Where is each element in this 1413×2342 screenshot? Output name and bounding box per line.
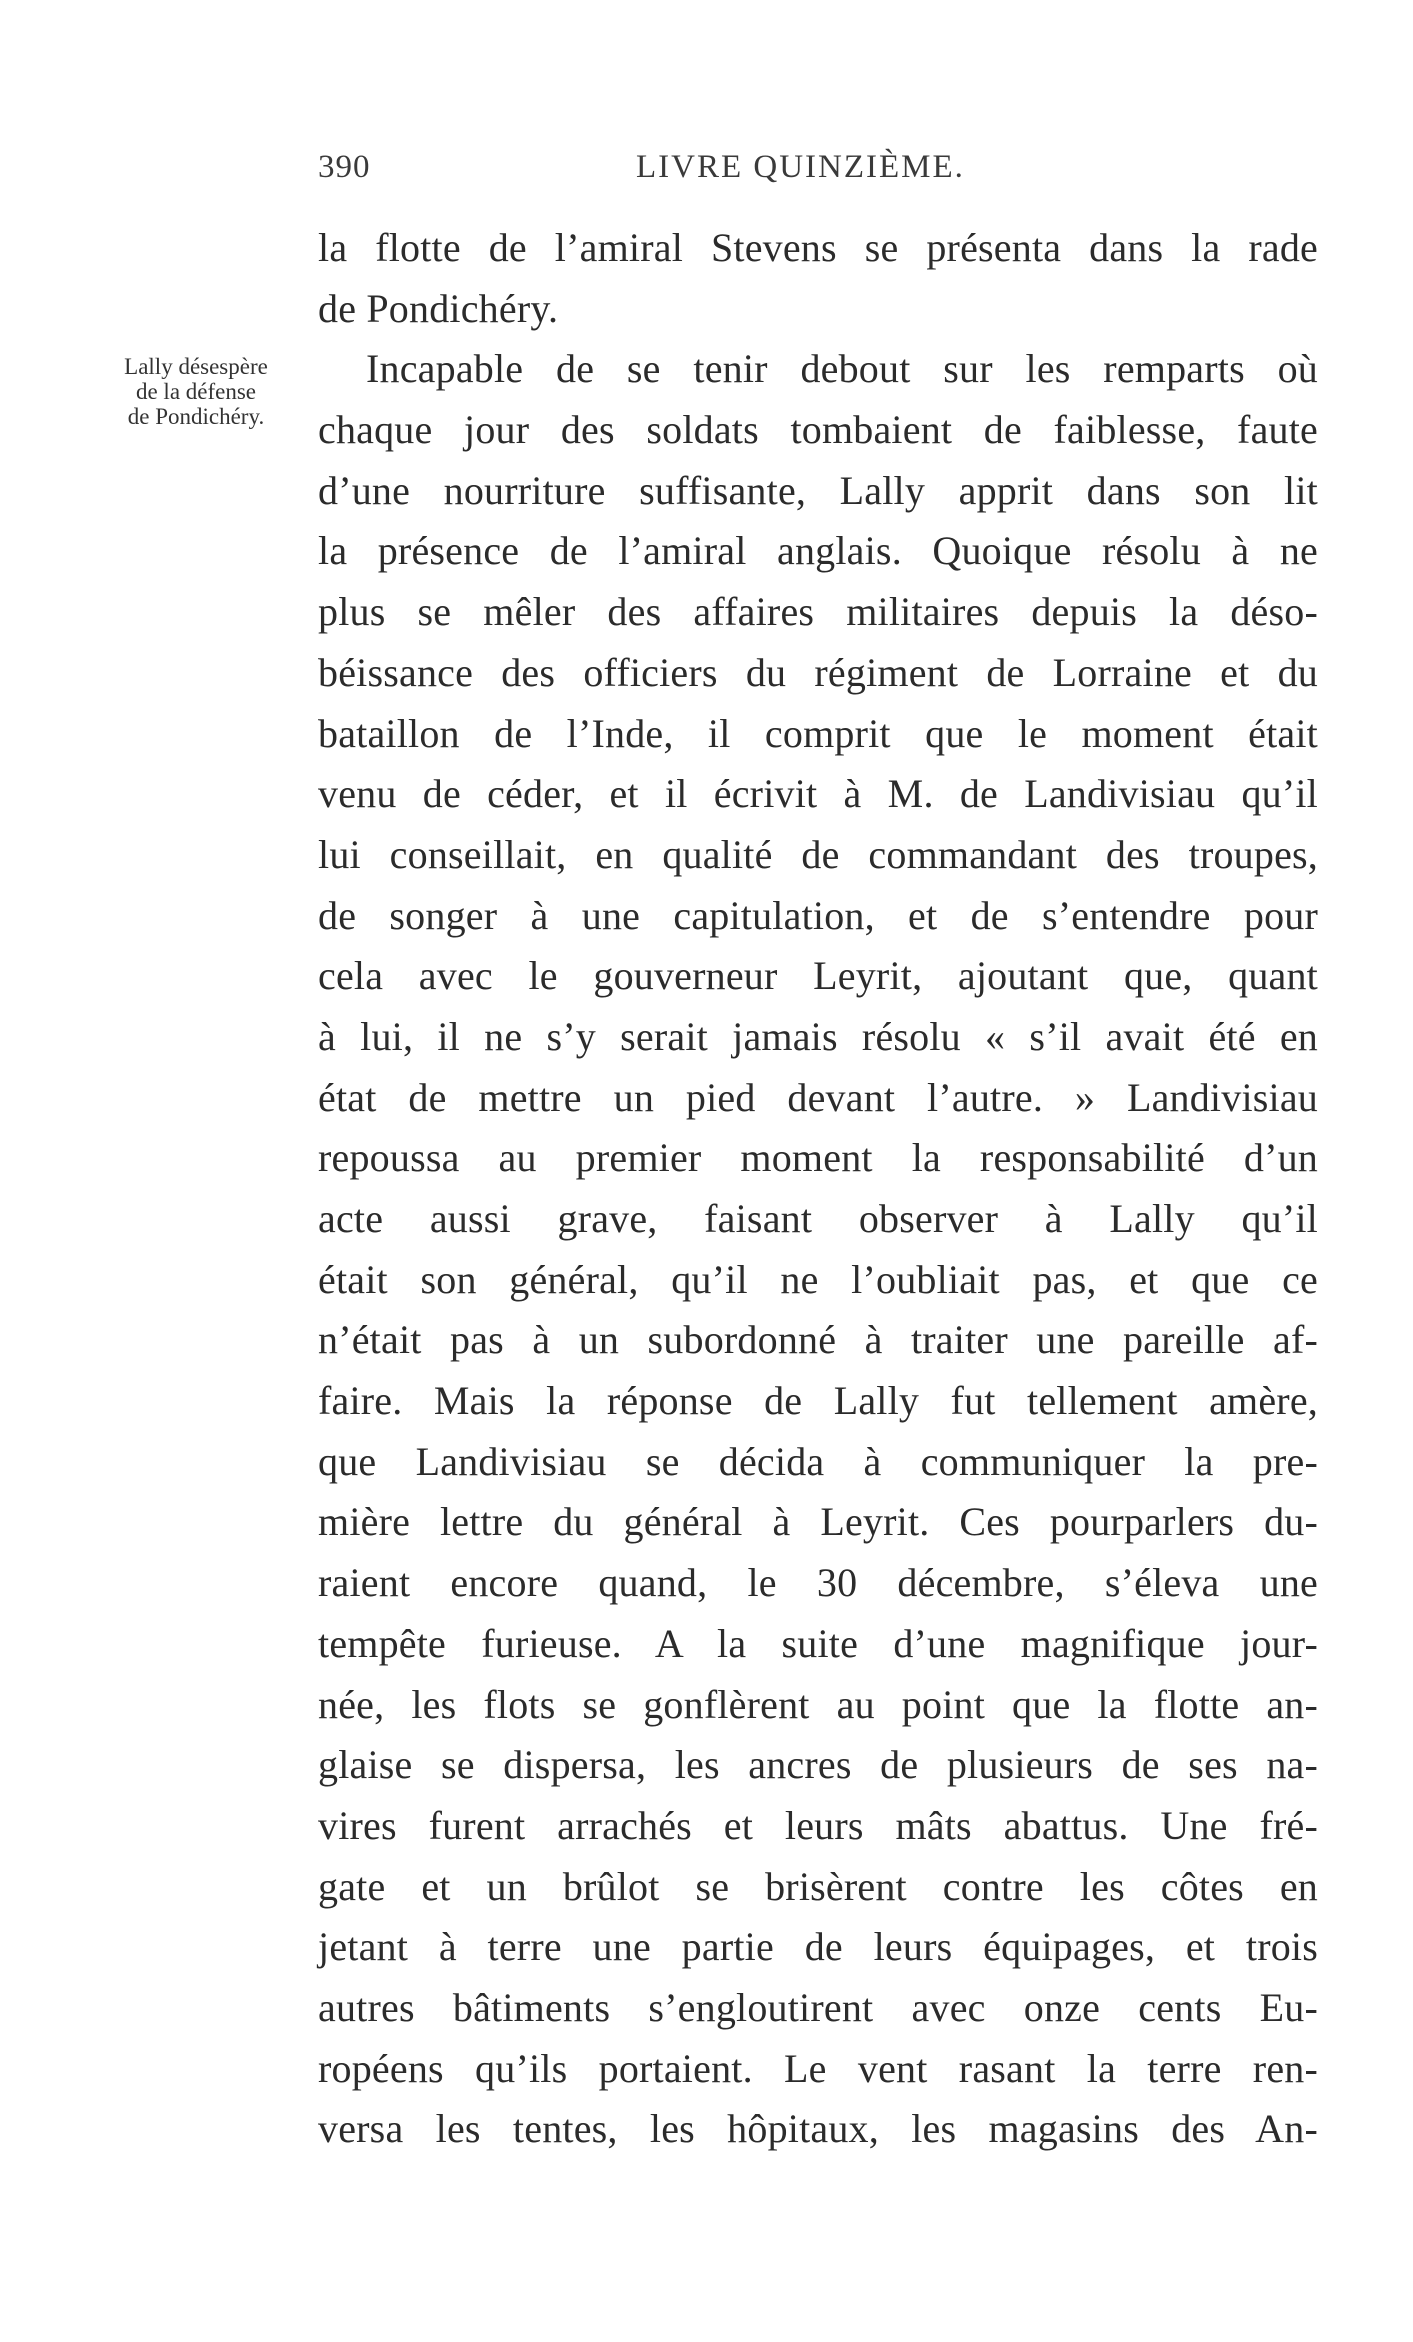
text-line: autres bâtiments s’engloutirent avec onze cents Eu-: [318, 1984, 1318, 2030]
text-line: chaque jour des soldats tombaient de faiblesse, faute: [318, 407, 1318, 453]
text-line: plus se mêler des affaires militaires depuis la déso-: [318, 589, 1318, 635]
text-line: faire. Mais la réponse de Lally fut tellement amère,: [318, 1378, 1318, 1424]
text-line: versa les tentes, les hôpitaux, les magasins des An-: [318, 2106, 1318, 2152]
text-line: d’une nourriture suffisante, Lally apprit dans son lit: [318, 467, 1318, 513]
margin-note-line: de la défense: [135, 379, 257, 404]
text-line: ropéens qu’ils portaient. Le vent rasant la terre ren-: [318, 2045, 1318, 2091]
text-line: cela avec le gouverneur Leyrit, ajoutant que, quant: [318, 953, 1318, 999]
text-line: de Pondichéry.: [318, 285, 559, 331]
text-line: raient encore quand, le 30 décembre, s’éleva une: [318, 1560, 1318, 1606]
text-line: la flotte de l’amiral Stevens se présenta dans la rade: [318, 225, 1318, 270]
text-line: gate et un brûlot se brisèrent contre les côtes en: [318, 1863, 1318, 1909]
text-line: à lui, il ne s’y serait jamais résolu « s’il avait été en: [318, 1013, 1318, 1059]
text-line: acte aussi grave, faisant observer à Lally qu’il: [318, 1196, 1318, 1241]
text-line: bataillon de l’Inde, il comprit que le moment était: [318, 710, 1318, 756]
text-line: repoussa au premier moment la responsabilité d’un: [318, 1135, 1318, 1181]
text-line: glaise se dispersa, les ancres de plusieurs de ses na-: [318, 1742, 1318, 1788]
text-line: Incapable de se tenir debout sur les remparts où: [366, 346, 1318, 392]
page-number: 390: [318, 149, 371, 185]
running-title: LIVRE QUINZIÈME.: [636, 149, 965, 185]
text-line: née, les flots se gonflèrent au point que la flotte an-: [318, 1681, 1318, 1727]
text-line: mière lettre du général à Leyrit. Ces pourparlers du-: [318, 1499, 1318, 1545]
text-line: tempête furieuse. A la suite d’une magnifique jour-: [318, 1620, 1318, 1666]
text-line: état de mettre un pied devant l’autre. » Landivisiau: [318, 1074, 1318, 1120]
body-text: [318, 218, 1318, 2160]
margin-note-line: Lally désespère: [124, 354, 268, 379]
text-line: venu de céder, et il écrivit à M. de Landivisiau qu’il: [318, 771, 1318, 817]
text-line: lui conseillait, en qualité de commandant des troupes,: [318, 831, 1318, 877]
text-line: la présence de l’amiral anglais. Quoique résolu à ne: [318, 528, 1318, 574]
running-head: [318, 144, 1318, 190]
text-line: de songer à une capitulation, et de s’entendre pour: [318, 892, 1318, 938]
text-line: jetant à terre une partie de leurs équipages, et trois: [318, 1924, 1318, 1970]
margin-note-line: de Pondichéry.: [127, 404, 265, 429]
text-line: était son général, qu’il ne l’oubliait pas, et que ce: [318, 1256, 1318, 1302]
text-line: vires furent arrachés et leurs mâts abattus. Une fré-: [318, 1802, 1318, 1848]
text-line: béissance des officiers du régiment de Lorraine et du: [318, 649, 1318, 695]
text-line: que Landivisiau se décida à communiquer la pre-: [318, 1438, 1318, 1484]
text-line: n’était pas à un subordonné à traiter une pareille af-: [318, 1317, 1318, 1363]
margin-note: [80, 354, 312, 429]
